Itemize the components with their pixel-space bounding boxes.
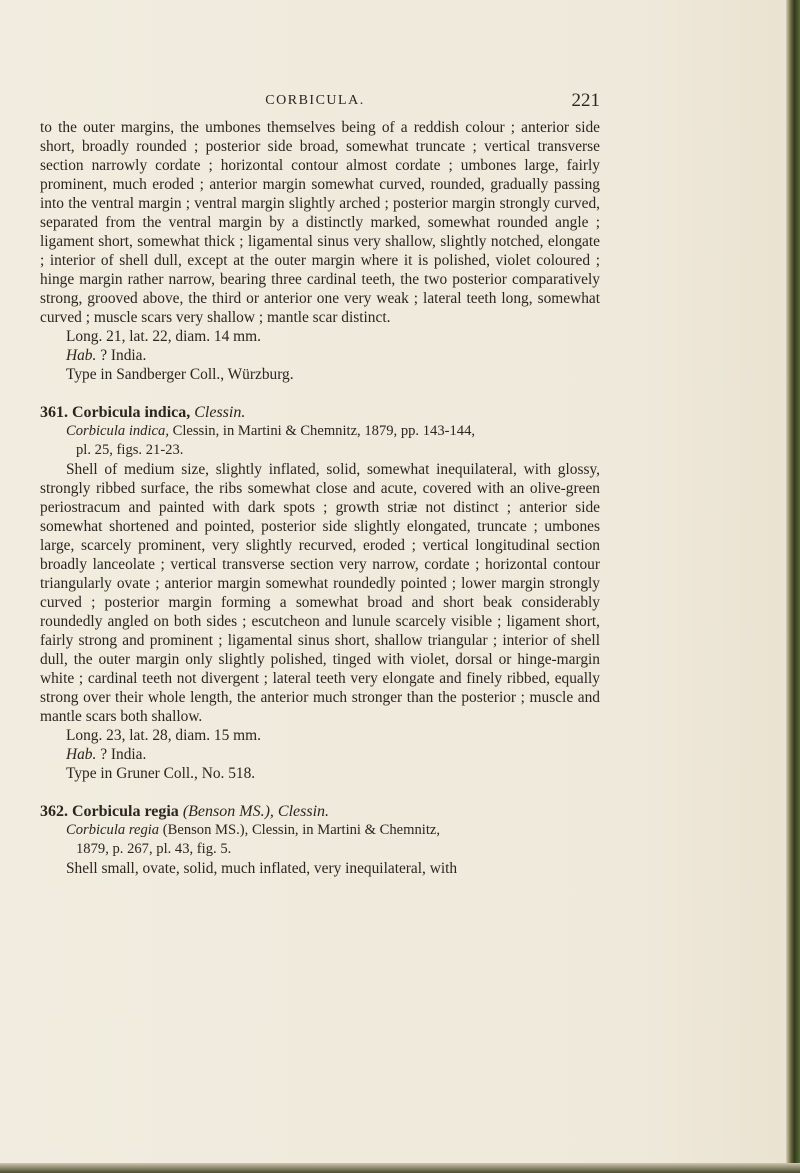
species-reference-362 [40,821,600,859]
page-edge-bottom [0,1163,800,1173]
species-number: 361. [40,404,68,421]
species-authority: (Benson MS.), Clessin. [182,803,330,820]
body-text [40,118,600,878]
species-description-362: Shell small, ovate, solid, much inflated, very inequilateral, with [66,860,458,877]
species-heading-361 [40,403,600,422]
species-habitat-361 [40,745,600,764]
reference-name: Corbicula indica, [66,423,169,439]
species-heading-362 [40,802,600,821]
species-description-361: Shell of medium size, slightly inflated, solid, somewhat inequilateral, with glossy, strongly ribbed surface, the ribs somewhat close and acute, covered with an olive-green periostracum and painted with dark spots ; growth striæ not distinct ; anterior side somewhat shortened and pointed, posterior side slightly elongated, truncate ; umbones large, scarcely prominent, very slightly recurved, eroded ; vertical longitudinal section broadly lanceolate ; vertical transverse section very narrow, cordate ; horizontal contour triangularly ovate ; anterior margin somewhat roundedly pointed ; lower margin strongly curved ; posterior margin forming a somewhat broad and short beak considerably roundedly angled on both sides ; escutcheon and lunule scarcely visible ; ligament short, fairly strong and prominent ; ligamental sinus short, shallow triangular ; interior of shell dull, the outer margin only slightly polished, tinged with violet, dorsal or hinge-margin white ; cardinal teeth not divergent ; lateral teeth very elongate and finely ribbed, equally strong over their whole length, the anterior much stronger than the posterior ; muscle and mantle scars both shallow. [40,461,600,725]
habitat-label: Hab. [66,347,97,364]
habitat-label: Hab. [66,746,97,763]
species-name: Corbicula regia [72,803,179,820]
habitat-value: ? India. [96,746,147,763]
species-reference-361 [40,422,600,460]
species-authority: Clessin. [194,404,246,421]
habitat-value: ? India. [96,347,147,364]
reference-rest: (Benson MS.), Clessin, in Martini & Chemnitz, [159,822,441,838]
reference-cont: 1879, p. 267, pl. 43, fig. 5. [76,841,232,857]
species-dimensions-361: Long. 23, lat. 28, diam. 15 mm. [66,727,261,744]
intro-dimensions: Long. 21, lat. 22, diam. 14 mm. [66,328,261,345]
reference-name: Corbicula regia [66,822,160,838]
running-head-title: CORBICULA. [265,93,365,108]
reference-rest: Clessin, in Martini & Chemnitz, 1879, pp. 143-144, [168,423,476,439]
intro-paragraph: to the outer margins, the umbones themselves being of a reddish colour ; anterior side short, broadly rounded ; posterior side broad, somewhat truncate ; vertical transverse section narrowly cordate ; horizontal contour almost cordate ; umbones large, fairly prominent, much eroded ; anterior margin somewhat curved, rounded, gradually passing into the ventral margin ; ventral margin slightly arched ; posterior margin strongly curved, separated from the ventral margin by a distinctly marked, somewhat rounded angle ; ligament short, somewhat thick ; ligamental sinus very shallow, slightly notched, elongate ; interior of shell dull, except at the outer margin where it is polished, violet coloured ; hinge margin rather narrow, bearing three cardinal teeth, the two posterior comparatively strong, grooved above, the third or anterior one very weak ; lateral teeth long, somewhat curved ; muscle scars very shallow ; mantle scar distinct. [40,119,600,326]
page-number: 221 [571,90,600,111]
running-head [30,90,600,117]
species-number: 362. [40,803,68,820]
reference-cont: pl. 25, figs. 21-23. [76,442,184,458]
species-type-361: Type in Gruner Coll., No. 518. [66,765,256,782]
intro-type: Type in Sandberger Coll., Würzburg. [66,366,294,383]
species-name: Corbicula indica, [72,404,191,421]
intro-habitat [40,346,600,365]
page-edge-right [786,0,800,1173]
